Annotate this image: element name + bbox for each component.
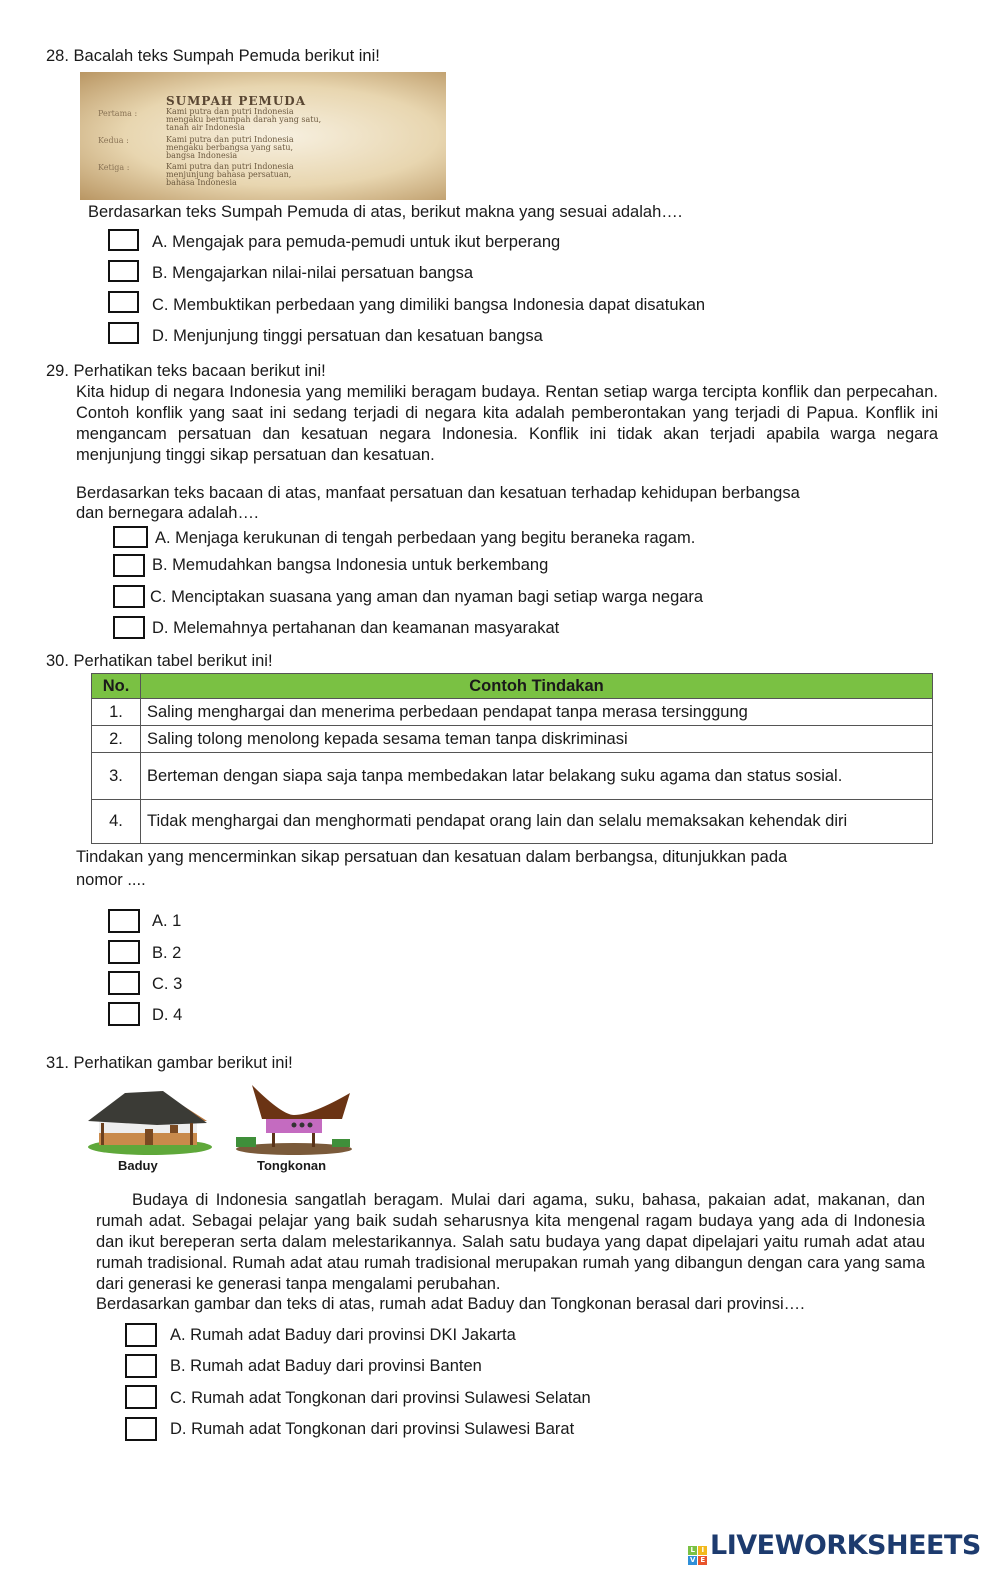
row-action: Saling tolong menolong kepada sesama teman tanpa diskriminasi — [141, 726, 933, 753]
q29-option-b: B. Memudahkan bangsa Indonesia untuk berkembang — [152, 556, 549, 574]
q30-option-a: A. 1 — [152, 912, 182, 930]
q30-option-d: D. 4 — [152, 1006, 183, 1024]
q29-option-c: C. Menciptakan suasana yang aman dan nyaman bagi setiap warga negara — [150, 588, 704, 606]
q29-passage: Kita hidup di negara Indonesia yang memiliki beragam budaya. Rentan setiap warga tercipta konflik dan perpecahan. Contoh konflik yang saat ini sedang terjadi di negara kita adalah pemberontakan yang terjadi di Papua. Konflik ini mengancam persatuan dan kesatuan negara Indonesia. Konflik ini tidak akan terjadi apabila warga negara menjunjung tinggi sikap persatuan dan kesatuan. — [76, 383, 938, 464]
table-row — [92, 699, 933, 726]
q31-checkbox-c[interactable] — [125, 1385, 157, 1409]
q31-checkbox-b[interactable] — [125, 1354, 157, 1378]
q31-passage: Budaya di Indonesia sangatlah beragam. Mulai dari agama, suku, bahasa, pakaian adat, makanan, dan rumah adat. Sebagai pelajar yang baik sudah seharusnya kita mengenal ragam budaya yang ada di Indonesia dan ikut bereperan serta dalam melestarikannya. Salah satu budaya yang dapat dipelajari yaitu rumah adat atau rumah tradisional. Rumah adat atau rumah tradisional merupakan rumah yang dibangun dengan cara yang sama dari generasi ke generasi tanpa mengalami perubahan. — [96, 1191, 925, 1293]
q29-stem-line1: Berdasarkan teks bacaan di atas, manfaat persatuan dan kesatuan terhadap kehidupan berbangsa — [76, 484, 800, 502]
header-action: Contoh Tindakan — [141, 674, 933, 699]
q31-option-d: D. Rumah adat Tongkonan dari provinsi Sulawesi Barat — [170, 1420, 575, 1438]
q30-checkbox-a[interactable] — [108, 909, 140, 933]
q31-checkbox-d[interactable] — [125, 1417, 157, 1441]
q28-option-a: A. Mengajak para pemuda-pemudi untuk ikut berperang — [152, 233, 561, 251]
q29-checkbox-c[interactable] — [113, 585, 145, 608]
table-row — [92, 800, 933, 844]
baduy-house-image — [85, 1085, 215, 1157]
logo-icon: L I V E — [688, 1546, 707, 1565]
image-heading: SUMPAH PEMUDA — [166, 94, 307, 108]
q29-option-a: A. Menjaga kerukunan di tengah perbedaan yang begitu beraneka ragam. — [155, 529, 696, 547]
row-number: 1. — [92, 699, 141, 726]
header-no: No. — [92, 674, 141, 699]
q31-checkbox-a[interactable] — [125, 1323, 157, 1347]
q29-title: 29. Perhatikan teks bacaan berikut ini! — [46, 362, 326, 380]
table-row — [92, 726, 933, 753]
q29-option-d: D. Melemahnya pertahanan dan keamanan masyarakat — [152, 619, 560, 637]
logo-text: LIVEWORKSHEETS — [710, 1530, 981, 1561]
q29-checkbox-a[interactable] — [113, 526, 148, 548]
image-label: Pertama : — [98, 109, 138, 118]
q30-checkbox-d[interactable] — [108, 1002, 140, 1026]
row-number: 4. — [92, 800, 141, 844]
row-number: 3. — [92, 753, 141, 800]
liveworksheets-logo — [688, 1530, 981, 1565]
q28-option-b: B. Mengajarkan nilai-nilai persatuan bangsa — [152, 264, 474, 282]
image-label: Kedua : — [98, 136, 129, 145]
q31-option-a: A. Rumah adat Baduy dari provinsi DKI Jakarta — [170, 1326, 516, 1344]
sumpah-pemuda-image — [80, 72, 446, 200]
q30-checkbox-c[interactable] — [108, 971, 140, 995]
row-action: Saling menghargai dan menerima perbedaan pendapat tanpa merasa tersinggung — [141, 699, 933, 726]
row-number: 2. — [92, 726, 141, 753]
q31-option-b: B. Rumah adat Baduy dari provinsi Banten — [170, 1357, 482, 1375]
image-label: Ketiga : — [98, 163, 130, 172]
q28-checkbox-a[interactable] — [108, 229, 139, 251]
q28-checkbox-d[interactable] — [108, 322, 139, 344]
tongkonan-house-image — [232, 1085, 357, 1157]
q30-stem-line1: Tindakan yang mencerminkan sikap persatuan dan kesatuan dalam berbangsa, ditunjukkan pada — [76, 848, 788, 866]
table-row — [92, 753, 933, 800]
q28-checkbox-c[interactable] — [108, 291, 139, 313]
q28-checkbox-b[interactable] — [108, 260, 139, 282]
q28-stem: Berdasarkan teks Sumpah Pemuda di atas, berikut makna yang sesuai adalah…. — [88, 203, 683, 221]
q28-title: 28. Bacalah teks Sumpah Pemuda berikut ini! — [46, 47, 380, 65]
q30-stem-line2: nomor .... — [76, 871, 146, 889]
q31-stem: Berdasarkan gambar dan teks di atas, rumah adat Baduy dan Tongkonan berasal dari provinsi…. — [96, 1295, 805, 1313]
q30-title: 30. Perhatikan tabel berikut ini! — [46, 652, 273, 670]
image-text: Kami putra dan putri Indonesia mengaku berbangsa yang satu, bangsa Indonesia — [166, 135, 294, 160]
q28-option-d: D. Menjunjung tinggi persatuan dan kesatuan bangsa — [152, 327, 543, 345]
q29-checkbox-b[interactable] — [113, 554, 145, 577]
row-action: Tidak menghargai dan menghormati pendapat orang lain dan selalu memaksakan kehendak diri — [141, 800, 933, 844]
image-text: Kami putra dan putri Indonesia mengaku bertumpah darah yang satu, tanah air Indonesia — [166, 107, 322, 132]
q29-stem-line2: dan bernegara adalah…. — [76, 504, 259, 522]
row-action: Berteman dengan siapa saja tanpa membedakan latar belakang suku agama dan status sosial. — [141, 753, 933, 800]
q30-option-b: B. 2 — [152, 944, 182, 962]
table-header-row — [92, 674, 933, 699]
caption-tongkonan: Tongkonan — [257, 1158, 327, 1173]
q30-checkbox-b[interactable] — [108, 940, 140, 964]
caption-baduy: Baduy — [118, 1158, 158, 1173]
q29-checkbox-d[interactable] — [113, 616, 145, 639]
q31-title: 31. Perhatikan gambar berikut ini! — [46, 1054, 293, 1072]
actions-table — [91, 673, 933, 844]
q31-option-c: C. Rumah adat Tongkonan dari provinsi Sulawesi Selatan — [170, 1389, 591, 1407]
q28-option-c: C. Membuktikan perbedaan yang dimiliki bangsa Indonesia dapat disatukan — [152, 296, 706, 314]
q30-option-c: C. 3 — [152, 975, 183, 993]
image-text: Kami putra dan putri Indonesia menjunjung bahasa persatuan, bahasa Indonesia — [166, 162, 294, 187]
